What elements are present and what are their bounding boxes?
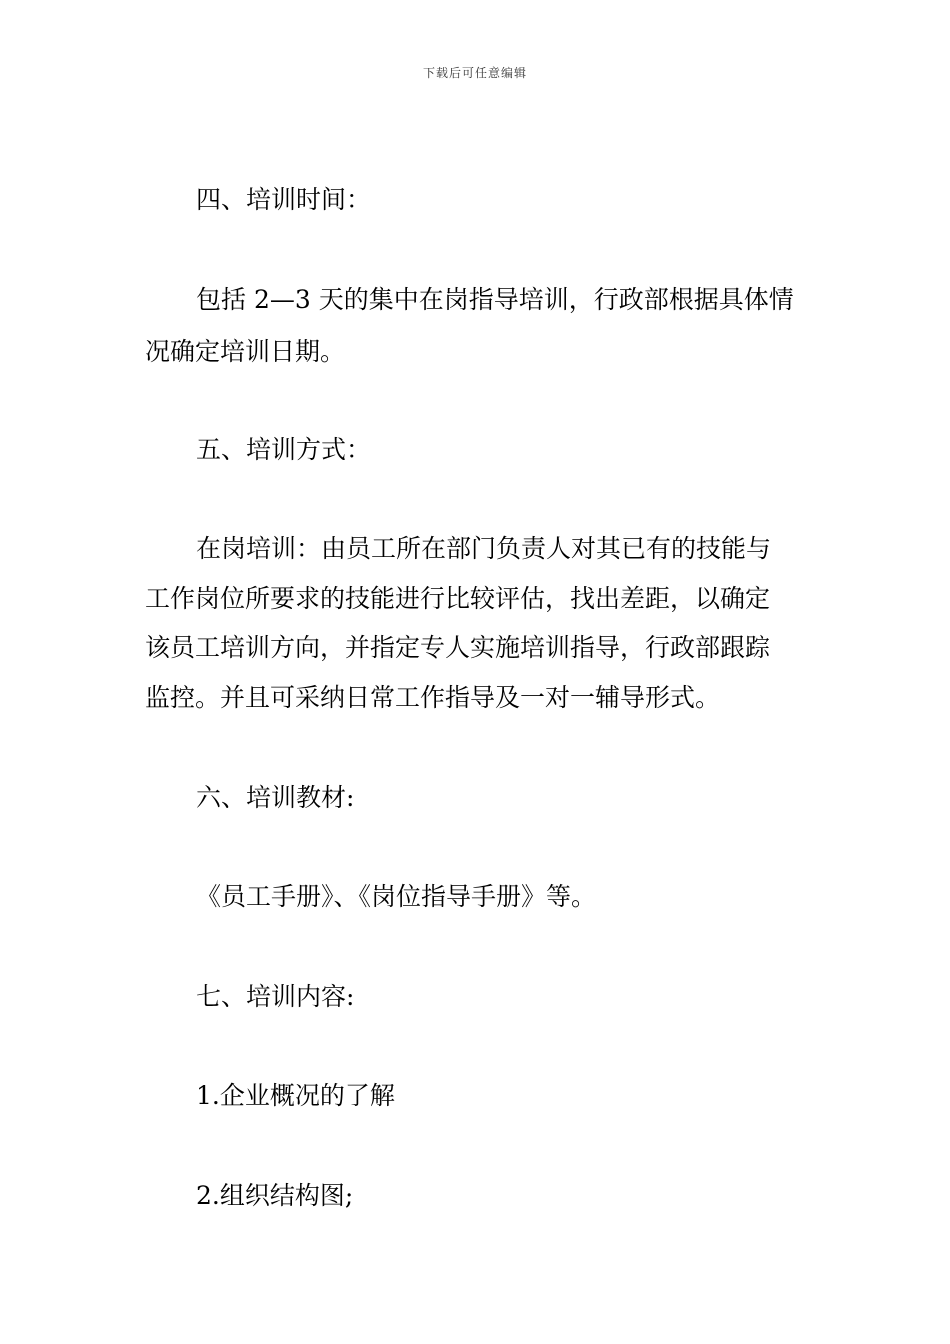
section-5-body-line-4: 监控。并且可采纳日常工作指导及一对一辅导形式。 [145, 683, 721, 712]
section-7-heading: 七、培训内容: [196, 982, 355, 1011]
section-6-heading: 六、培训教材: [196, 783, 355, 812]
section-5-body-line-2: 工作岗位所要求的技能进行比较评估，找出差距，以确定 [145, 584, 771, 613]
section-7-item-2: 2.组织结构图; [196, 1181, 354, 1210]
section-7-item-1: 1.企业概况的了解 [196, 1081, 395, 1110]
page-header: 下载后可任意编辑 [422, 66, 527, 80]
section-6-body: 《员工手册》、《岗位指导手册》等。 [196, 882, 597, 911]
section-5-body-line-1: 在岗培训：由员工所在部门负责人对其已有的技能与 [196, 534, 772, 563]
section-5-heading: 五、培训方式： [196, 435, 372, 464]
section-4-body-line-2: 况确定培训日期。 [145, 337, 346, 366]
section-4-heading: 四、培训时间： [196, 185, 372, 214]
section-5-body-line-3: 该员工培训方向，并指定专人实施培训指导，行政部跟踪 [145, 633, 771, 662]
section-4-body-line-1: 包括 2—3 天的集中在岗指导培训，行政部根据具体情 [196, 285, 794, 314]
